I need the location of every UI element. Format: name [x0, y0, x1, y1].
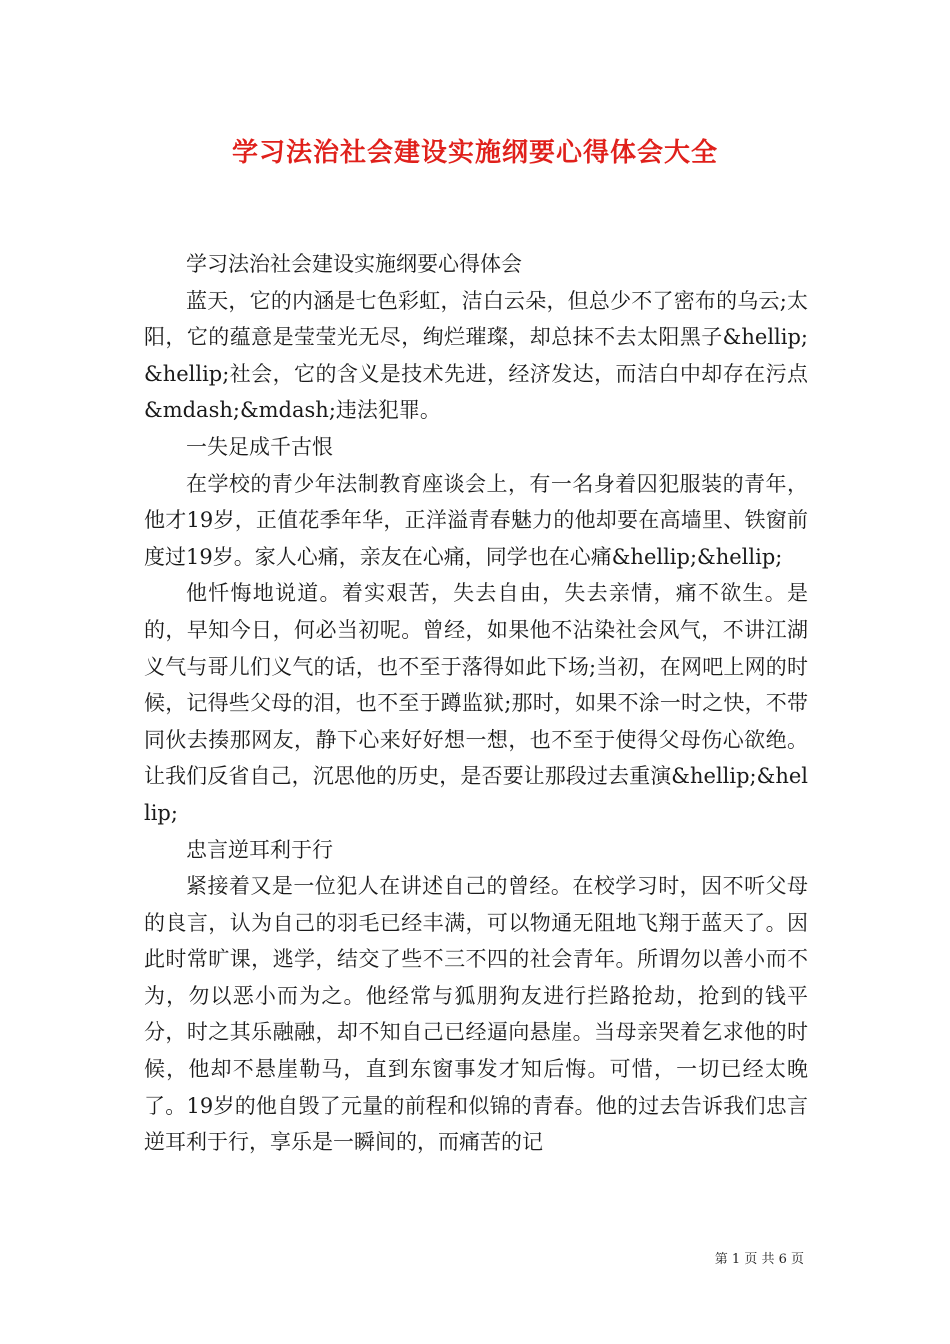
paragraph: 紧接着又是一位犯人在讲述自己的曾经。在校学习时，因不听父母的良言，认为自己的羽毛已经丰满，可以物通无阻地飞翔于蓝天了。因此时常旷课，逃学，结交了些不三不四的社会青年。所谓勿以善小而不为，勿以恶小而为之。他经常与狐朋狗友进行拦路抢劫，抢到的钱平分，时之其乐融融，却不知自己已经逼向悬崖。当母亲哭着乞求他的时候，他却不悬崖勒马，直到东窗事发才知后悔。可惜，一切已经太晚了。19岁的他自毁了元量的前程和似锦的青春。他的过去告诉我们忠言逆耳利于行，享乐是一瞬间的，而痛苦的记 [144, 874, 808, 1155]
section-heading: 学习法治社会建设实施纲要心得体会 [186, 252, 522, 276]
section-heading: 一失足成千古恨 [186, 434, 333, 459]
document-body [144, 246, 808, 1161]
paragraph: 他忏悔地说道。着实艰苦，失去自由，失去亲情，痛不欲生。是的，早知今日，何必当初呢。曾经，如果他不沾染社会风气，不讲江湖义气与哥儿们义气的话，也不至于落得如此下场;当初，在网吧上网的时候，记得些父母的泪，也不至于蹲监狱;那时，如果不涂一时之快，不带同伙去揍那网友，静下心来好好想一想，也不至于使得父母伤心欲绝。让我们反省自己，沉思他的历史，是否要让那段过去重演&hellip;&hellip; [144, 581, 808, 825]
paragraph: 蓝天，它的内涵是七色彩虹，洁白云朵，但总少不了密布的乌云;太阳，它的蕴意是莹莹光无尽，绚烂璀璨，却总抹不去太阳黑子&hellip;&hellip;社会，它的含义是技术先进，经济发达，而洁白中却存在污点&mdash;&mdash;违法犯罪。 [144, 288, 808, 423]
document-title: 学习法治社会建设实施纲要心得体会大全 [231, 138, 718, 168]
page-footer: 第 1 页 共 6 页 [714, 1252, 804, 1267]
paragraph: 在学校的青少年法制教育座谈会上，有一名身着囚犯服装的青年，他才19岁，正值花季年华，正洋溢青春魅力的他却要在高墙里、铁窗前度过19岁。家人心痛，亲友在心痛，同学也在心痛&hellip;&hellip; [144, 471, 808, 569]
section-heading: 忠言逆耳利于行 [186, 837, 333, 862]
